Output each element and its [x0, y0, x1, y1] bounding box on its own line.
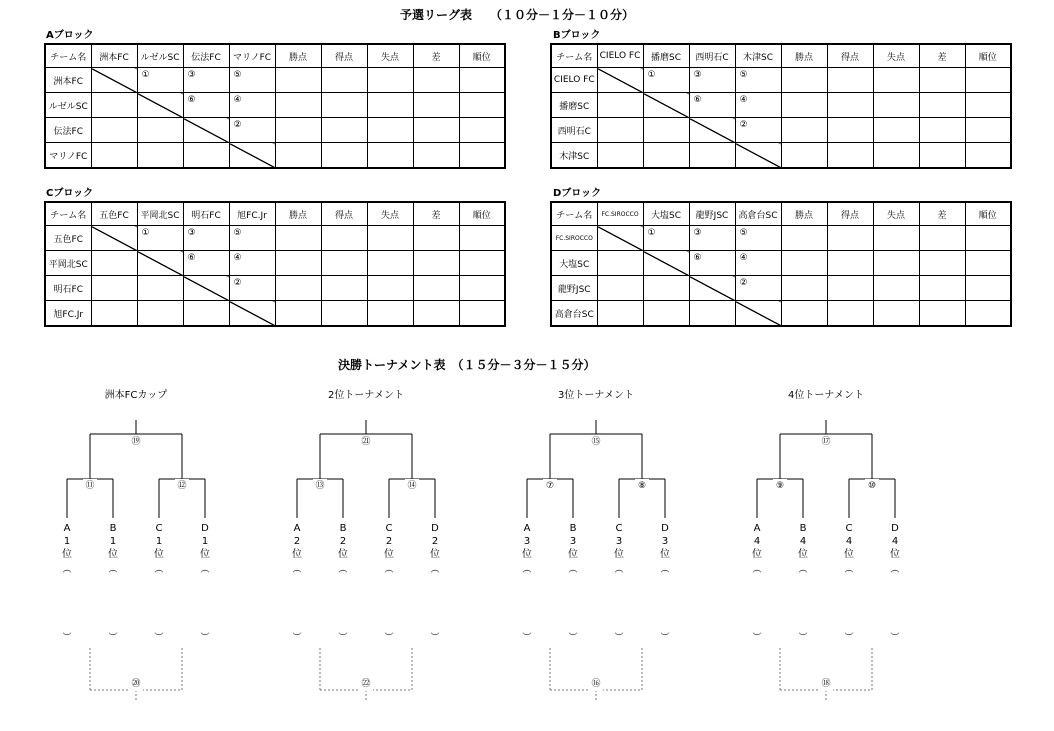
match-number: ③	[187, 228, 196, 238]
league-title: 予選リーグ表 （１０分－１分－１０分）	[400, 8, 635, 22]
header-team-2: 播磨SC	[643, 44, 689, 68]
paren-open: ︵	[430, 565, 440, 575]
seed-label: A	[523, 523, 531, 534]
match-number-final: ⑰	[819, 435, 833, 449]
row-team-name: 西明石C	[551, 118, 597, 143]
header-goals-for: 得点	[321, 202, 367, 226]
paren-close: ︶	[522, 633, 532, 643]
header-win-points: 勝点	[781, 44, 827, 68]
header-team-name: チーム名	[551, 202, 597, 226]
bracket-title: 洲本FCカップ	[104, 390, 168, 401]
match-number: ②	[233, 278, 242, 288]
paren-open: ︵	[568, 565, 578, 575]
bracket-title: 3位トーナメント	[558, 390, 634, 401]
match-number: ③	[693, 228, 702, 238]
match-number: ①	[647, 228, 656, 238]
header-win-points: 勝点	[275, 202, 321, 226]
match-number: ④	[233, 95, 242, 105]
paren-open: ︵	[62, 565, 72, 575]
seed-label: 1	[155, 536, 163, 547]
seed-label: 位	[384, 549, 394, 560]
row-team-name: 伝法FC	[45, 118, 91, 143]
seed-label: 4	[891, 536, 899, 547]
match-number: ①	[141, 228, 150, 238]
header-team-3: 伝法FC	[183, 44, 229, 68]
paren-open: ︵	[200, 565, 210, 575]
match-number: ①	[141, 70, 150, 80]
paren-close: ︶	[752, 633, 762, 643]
header-goals-against: 失点	[873, 202, 919, 226]
seed-label: 2	[339, 536, 347, 547]
header-team-name: チーム名	[45, 202, 91, 226]
header-goal-diff: 差	[919, 44, 965, 68]
match-number: ⑥	[693, 253, 702, 263]
seed-label: 1	[201, 536, 209, 547]
row-team-name: 大塩SC	[551, 251, 597, 276]
seed-label: B	[569, 523, 577, 534]
header-team-4: 旭FC.Jr	[229, 202, 275, 226]
paren-close: ︶	[338, 633, 348, 643]
block-d-label: Dブロック	[553, 188, 602, 199]
seed-label: 3	[523, 536, 531, 547]
seed-label: C	[155, 523, 163, 534]
match-number-semi: ⑩	[865, 479, 879, 493]
match-number: ②	[233, 120, 242, 130]
seed-label: 2	[385, 536, 393, 547]
match-number: ④	[233, 253, 242, 263]
paren-close: ︶	[200, 633, 210, 643]
match-number-semi: ⑪	[83, 479, 97, 493]
header-team-1: CIELO FC	[597, 44, 643, 68]
match-number: ⑤	[739, 70, 748, 80]
header-goals-for: 得点	[827, 202, 873, 226]
seed-label: 位	[660, 549, 670, 560]
header-win-points: 勝点	[781, 202, 827, 226]
paren-close: ︶	[798, 633, 808, 643]
paren-open: ︵	[338, 565, 348, 575]
paren-open: ︵	[154, 565, 164, 575]
seed-label: 4	[753, 536, 761, 547]
match-number: ⑥	[693, 95, 702, 105]
match-number-semi: ⑦	[543, 479, 557, 493]
seed-label: 位	[522, 549, 532, 560]
row-team-name: マリノFC	[45, 143, 91, 169]
header-team-1: 五色FC	[91, 202, 137, 226]
seed-label: 位	[108, 549, 118, 560]
paren-close: ︶	[154, 633, 164, 643]
header-team-1: FC.SIROCCO	[597, 202, 643, 226]
seed-label: 位	[568, 549, 578, 560]
row-team-name: 洲本FC	[45, 68, 91, 93]
header-goal-diff: 差	[413, 202, 459, 226]
bracket-title: 4位トーナメント	[788, 390, 864, 401]
row-team-name: CIELO FC	[551, 68, 597, 93]
match-number: ⑤	[233, 70, 242, 80]
match-number-third-place: ⑱	[819, 677, 833, 691]
header-goals-against: 失点	[873, 44, 919, 68]
seed-label: 4	[845, 536, 853, 547]
row-team-name: FC.SIROCCO	[551, 226, 597, 251]
header-team-4: 木津SC	[735, 44, 781, 68]
seed-label: 位	[154, 549, 164, 560]
seed-label: 位	[62, 549, 72, 560]
match-number-semi: ⑭	[405, 479, 419, 493]
seed-label: 位	[798, 549, 808, 560]
paren-close: ︶	[890, 633, 900, 643]
seed-label: C	[615, 523, 623, 534]
header-goal-diff: 差	[413, 44, 459, 68]
row-team-name: 明石FC	[45, 276, 91, 301]
match-number-semi: ⑨	[773, 479, 787, 493]
paren-open: ︵	[384, 565, 394, 575]
tournament-title: 決勝トーナメント表 （１５分－３分－１５分）	[338, 358, 596, 372]
header-team-3: 龍野JSC	[689, 202, 735, 226]
header-goals-for: 得点	[827, 44, 873, 68]
seed-label: D	[891, 523, 899, 534]
block-a-label: Aブロック	[46, 30, 94, 41]
match-number: ⑥	[187, 253, 196, 263]
header-team-2: ルゼルSC	[137, 44, 183, 68]
paren-open: ︵	[292, 565, 302, 575]
header-goals-for: 得点	[321, 44, 367, 68]
paren-close: ︶	[614, 633, 624, 643]
match-number-semi: ⑧	[635, 479, 649, 493]
seed-label: 位	[292, 549, 302, 560]
seed-label: D	[201, 523, 209, 534]
seed-label: A	[63, 523, 71, 534]
header-team-4: 高倉台SC	[735, 202, 781, 226]
seed-label: 位	[890, 549, 900, 560]
header-goals-against: 失点	[367, 202, 413, 226]
row-team-name: ルゼルSC	[45, 93, 91, 118]
seed-label: 位	[200, 549, 210, 560]
paren-close: ︶	[62, 633, 72, 643]
seed-label: A	[753, 523, 761, 534]
match-number-final: ⑲	[129, 435, 143, 449]
header-team-name: チーム名	[551, 44, 597, 68]
paren-open: ︵	[614, 565, 624, 575]
row-team-name: 五色FC	[45, 226, 91, 251]
header-team-3: 明石FC	[183, 202, 229, 226]
match-number: ④	[739, 253, 748, 263]
row-team-name: 旭FC.Jr	[45, 301, 91, 327]
match-number-semi: ⑬	[313, 479, 327, 493]
paren-open: ︵	[752, 565, 762, 575]
seed-label: D	[431, 523, 439, 534]
seed-label: 4	[799, 536, 807, 547]
header-rank: 順位	[459, 202, 505, 226]
paren-open: ︵	[108, 565, 118, 575]
row-team-name: 龍野JSC	[551, 276, 597, 301]
seed-label: A	[293, 523, 301, 534]
header-team-2: 平岡北SC	[137, 202, 183, 226]
seed-label: 2	[431, 536, 439, 547]
match-number-third-place: ⑯	[589, 677, 603, 691]
match-number: ①	[647, 70, 656, 80]
match-number: ③	[693, 70, 702, 80]
bracket-title: 2位トーナメント	[328, 390, 404, 401]
paren-close: ︶	[292, 633, 302, 643]
seed-label: 3	[569, 536, 577, 547]
seed-label: 3	[615, 536, 623, 547]
header-team-2: 大塩SC	[643, 202, 689, 226]
header-team-3: 西明石C	[689, 44, 735, 68]
seed-label: C	[385, 523, 393, 534]
seed-label: 位	[844, 549, 854, 560]
paren-close: ︶	[108, 633, 118, 643]
match-number-final: ⑮	[589, 435, 603, 449]
block-b-label: Bブロック	[553, 30, 601, 41]
match-number-final: ㉑	[359, 435, 373, 449]
seed-label: 位	[430, 549, 440, 560]
seed-label: C	[845, 523, 853, 534]
paren-open: ︵	[798, 565, 808, 575]
header-goal-diff: 差	[919, 202, 965, 226]
header-rank: 順位	[965, 202, 1011, 226]
paren-close: ︶	[430, 633, 440, 643]
seed-label: B	[339, 523, 347, 534]
header-rank: 順位	[965, 44, 1011, 68]
header-team-1: 洲本FC	[91, 44, 137, 68]
seed-label: 位	[752, 549, 762, 560]
block-c-label: Cブロック	[46, 188, 94, 199]
seed-label: 1	[63, 536, 71, 547]
match-number-semi: ⑫	[175, 479, 189, 493]
match-number: ⑤	[739, 228, 748, 238]
paren-open: ︵	[522, 565, 532, 575]
match-number: ②	[739, 120, 748, 130]
paren-close: ︶	[384, 633, 394, 643]
match-number-third-place: ㉒	[359, 677, 373, 691]
match-number-third-place: ⑳	[129, 677, 143, 691]
seed-label: 位	[338, 549, 348, 560]
seed-label: 1	[109, 536, 117, 547]
seed-label: 2	[293, 536, 301, 547]
header-win-points: 勝点	[275, 44, 321, 68]
seed-label: 3	[661, 536, 669, 547]
match-number: ②	[739, 278, 748, 288]
row-team-name: 平岡北SC	[45, 251, 91, 276]
match-number: ⑤	[233, 228, 242, 238]
row-team-name: 播磨SC	[551, 93, 597, 118]
header-goals-against: 失点	[367, 44, 413, 68]
match-number: ③	[187, 70, 196, 80]
seed-label: B	[109, 523, 117, 534]
seed-label: B	[799, 523, 807, 534]
match-number: ⑥	[187, 95, 196, 105]
paren-open: ︵	[890, 565, 900, 575]
paren-close: ︶	[844, 633, 854, 643]
match-number: ④	[739, 95, 748, 105]
header-rank: 順位	[459, 44, 505, 68]
paren-open: ︵	[844, 565, 854, 575]
paren-open: ︵	[660, 565, 670, 575]
paren-close: ︶	[660, 633, 670, 643]
header-team-4: マリノFC	[229, 44, 275, 68]
header-team-name: チーム名	[45, 44, 91, 68]
paren-close: ︶	[568, 633, 578, 643]
seed-label: D	[661, 523, 669, 534]
row-team-name: 高倉台SC	[551, 301, 597, 327]
row-team-name: 木津SC	[551, 143, 597, 169]
seed-label: 位	[614, 549, 624, 560]
